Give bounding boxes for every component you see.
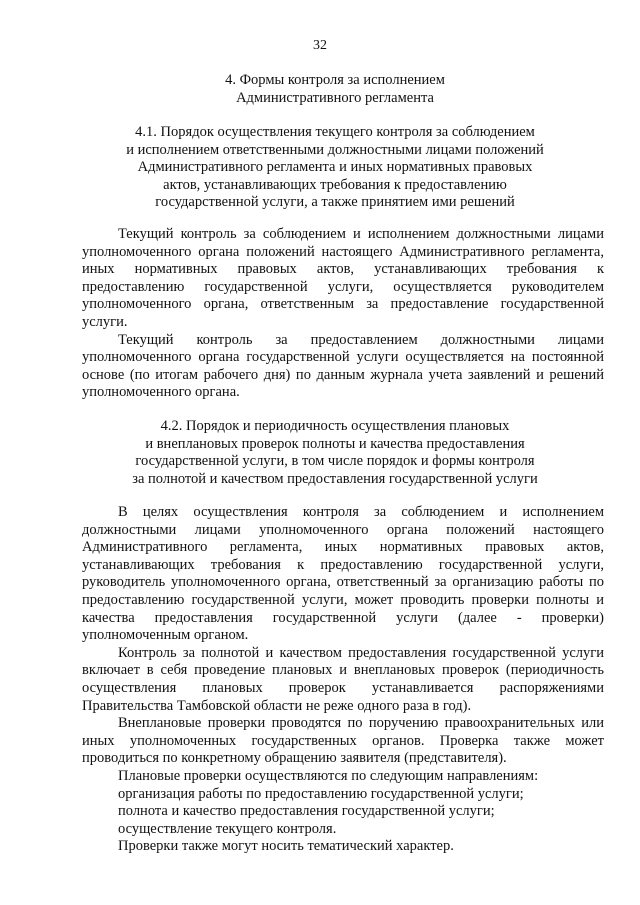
- section-4-1-heading-line: Административного регламента и иных нормативных правовых: [137, 159, 533, 175]
- paragraph: В целях осуществления контроля за соблюдением и исполнением должностными лицами уполномоченного органа положений настоящего Административного регламента, иных нормативных правовых актов, устанавливающих требования к предоставлению государственной услуги, руководитель уполномоченного органа, ответственный за организацию работы по предоставлению государственной услуги, может проводить проверки полноты и качества предоставления государственной услуги (далее - проверки) уполномоченным органом.: [82, 504, 604, 644]
- page-number: 32: [313, 38, 327, 53]
- section-4-2-heading: [60, 418, 610, 488]
- paragraph: Внеплановые проверки проводятся по поручению правоохранительных или иных уполномоченных государственных органов. Проверка также может проводиться по конкретному обращению заявителя (представителя).: [82, 715, 604, 767]
- section-4-2-heading-line: и внеплановых проверок полноты и качества предоставления: [145, 435, 525, 452]
- paragraph: Плановые проверки осуществляются по следующим направлениям:: [118, 767, 539, 784]
- section-4-title-line: Административного регламента: [236, 89, 434, 106]
- list-item: полнота и качество предоставления государственной услуги;: [118, 803, 495, 820]
- section-4-1-heading-line: актов, устанавливающих требования к предоставлению: [163, 176, 507, 193]
- section-4-1-heading: [60, 124, 610, 212]
- section-4-1-heading-line: государственной услуги, а также принятием ими решений: [155, 194, 515, 210]
- section-4-title: [60, 72, 610, 107]
- section-4-2-heading-line: государственной услуги, в том числе порядок и формы контроля: [135, 453, 535, 469]
- section-4-2-heading-line: 4.2. Порядок и периодичность осуществления плановых: [160, 418, 510, 434]
- section-4-2-body: [82, 504, 604, 856]
- section-4-1-heading-line: 4.1. Порядок осуществления текущего контроля за соблюдением: [135, 124, 535, 140]
- paragraph: Текущий контроль за соблюдением и исполнением должностными лицами уполномоченного органа положений настоящего Административного регламента, иных нормативных правовых актов, устанавливающих требования к предоставлению государственной услуги, осуществляется руководителем уполномоченного органа, ответственным за предоставление государственной услуги.: [82, 226, 604, 330]
- paragraph: Контроль за полнотой и качеством предоставления государственной услуги включает в себя проведение плановых и внеплановых проверок (периодичность осуществления плановых проверок устанавливается распоряжениями Правительства Тамбовской области не реже одного раза в год).: [82, 644, 604, 714]
- paragraph: Текущий контроль за предоставлением должностными лицами уполномоченного органа государственной услуги осуществляется на постоянной основе (по итогам рабочего дня) по данным журнала учета заявлений и решений уполномоченного органа.: [82, 331, 604, 401]
- section-4-1-heading-line: и исполнением ответственными должностными лицами положений: [126, 141, 544, 158]
- paragraph: Проверки также могут носить тематический характер.: [118, 838, 454, 855]
- section-4-1-body: [82, 226, 604, 402]
- list-item: осуществление текущего контроля.: [118, 820, 337, 837]
- list-item: организация работы по предоставлению государственной услуги;: [118, 785, 524, 802]
- section-4-title-line: 4. Формы контроля за исполнением: [225, 72, 445, 88]
- section-4-2-heading-line: за полнотой и качеством предоставления государственной услуги: [132, 470, 538, 487]
